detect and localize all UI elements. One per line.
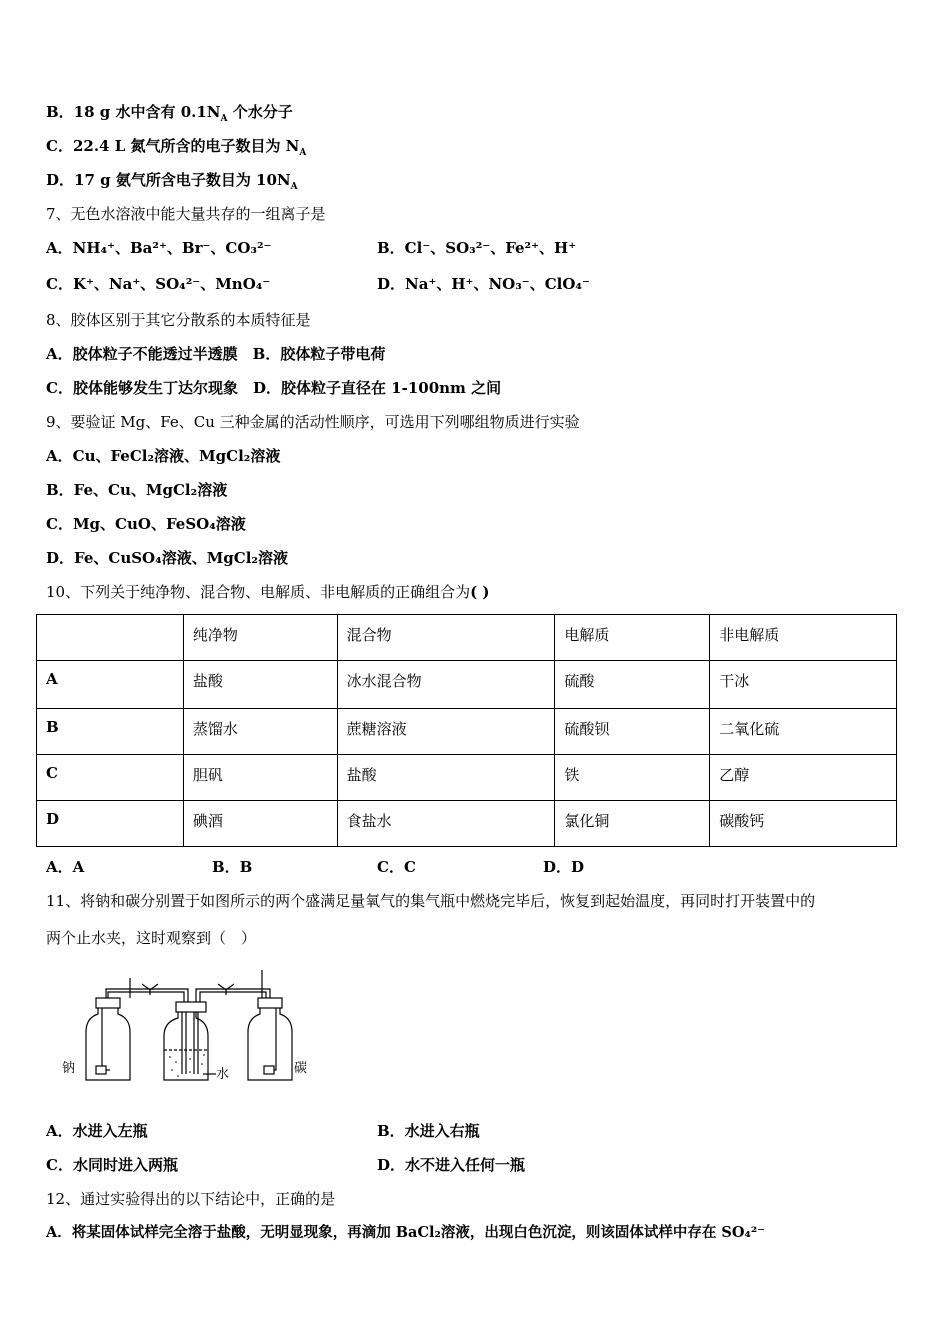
q7-option-c: C．K⁺、Na⁺、SO₄²⁻、MnO₄⁻ [46,275,271,293]
table-cell: 硫酸钡 [555,709,710,755]
table-cell [37,615,184,661]
table-cell: 冰水混合物 [337,661,555,709]
table-cell: 碳酸钙 [710,801,897,847]
q10-option-b: B．B [212,858,253,876]
table-cell: D [37,801,184,847]
q8-stem: 8、胶体区别于其它分散系的本质特征是 [46,311,311,329]
q7-option-b: B．Cl⁻、SO₃²⁻、Fe²⁺、H⁺ [377,239,577,257]
table-row [37,661,897,709]
q6-option-b: B．18 g 水中含有 $0.1N_A$ 个水分子 [46,103,293,124]
table-cell: 盐酸 [183,661,337,709]
apparatus-diagram [58,962,308,1092]
q11-stem-line2: 两个止水夹，这时观察到（ ） [46,929,257,947]
table-cell: 乙醇 [710,755,897,801]
q7-stem: 7、无色水溶液中能大量共存的一组离子是 [46,205,326,223]
table-cell: 碘酒 [183,801,337,847]
q9-option-a: A．Cu、FeCl₂溶液、MgCl₂溶液 [46,447,281,465]
table-cell: 盐酸 [337,755,555,801]
table-row [37,801,897,847]
table-row [37,755,897,801]
q11-option-c: C．水同时进入两瓶 [46,1156,178,1174]
table-cell: 干冰 [710,661,897,709]
q11-option-d: D．水不进入任何一瓶 [377,1156,526,1174]
table-cell: 蒸馏水 [183,709,337,755]
q8-options-ab: A．胶体粒子不能透过半透膜 B．胶体粒子带电荷 [46,345,386,363]
table-cell: 二氧化硫 [710,709,897,755]
table-cell: 非电解质 [710,615,897,661]
table-cell: 蔗糖溶液 [337,709,555,755]
q9-option-b: B．Fe、Cu、MgCl₂溶液 [46,481,228,499]
q7-option-d: D．Na⁺、H⁺、NO₃⁻、ClO₄⁻ [377,275,590,293]
table-cell: 电解质 [555,615,710,661]
q9-stem: 9、要验证 Mg、Fe、Cu 三种金属的活动性顺序，可选用下列哪组物质进行实验 [46,413,580,431]
q11-option-b: B．水进入右瓶 [377,1122,480,1140]
q10-option-d: D．D [543,858,585,876]
table-header-row [37,615,897,661]
table-cell: A [37,661,184,709]
table-cell: 铁 [555,755,710,801]
q12-option-a: A．将某固体试样完全溶于盐酸，无明显现象，再滴加 BaCl₂溶液，出现白色沉淀，则该固体试样中存在 SO₄²⁻ [46,1224,765,1241]
q10-option-c: C．C [377,858,416,876]
table-cell: 胆矾 [183,755,337,801]
table-cell: 氯化铜 [555,801,710,847]
q6-option-d: D．17 g 氨气所含电子数目为 $10N_A$ [46,171,298,192]
label-sodium: 钠 [62,1060,76,1075]
q7-option-a: A．NH₄⁺、Ba²⁺、Br⁻、CO₃²⁻ [46,239,272,257]
q6-option-c: C．22.4 L 氮气所含的电子数目为 $N_A$ [46,137,307,158]
table-cell: 纯净物 [183,615,337,661]
table-cell: C [37,755,184,801]
table-cell: 硫酸 [555,661,710,709]
q10-table [36,614,897,847]
table-cell: 食盐水 [337,801,555,847]
table-cell: B [37,709,184,755]
q9-option-c: C．Mg、CuO、FeSO₄溶液 [46,515,246,533]
table-cell: 混合物 [337,615,555,661]
q10-stem: 10、下列关于纯净物、混合物、电解质、非电解质的正确组合为( ) [46,583,490,601]
q9-option-d: D．Fe、CuSO₄溶液、MgCl₂溶液 [46,549,288,567]
table-row [37,709,897,755]
q10-option-a: A．A [46,858,85,876]
q11-stem-line1: 11、将钠和碳分别置于如图所示的两个盛满足量氧气的集气瓶中燃烧完毕后，恢复到起始温度，再同时打开装置中的 [46,892,816,910]
label-carbon: 碳 [294,1060,308,1075]
label-water: 水 [216,1066,230,1081]
q11-option-a: A．水进入左瓶 [46,1122,148,1140]
q8-options-cd: C．胶体能够发生丁达尔现象 D．胶体粒子直径在 1-100nm 之间 [46,379,502,397]
q12-stem: 12、通过实验得出的以下结论中，正确的是 [46,1190,336,1208]
